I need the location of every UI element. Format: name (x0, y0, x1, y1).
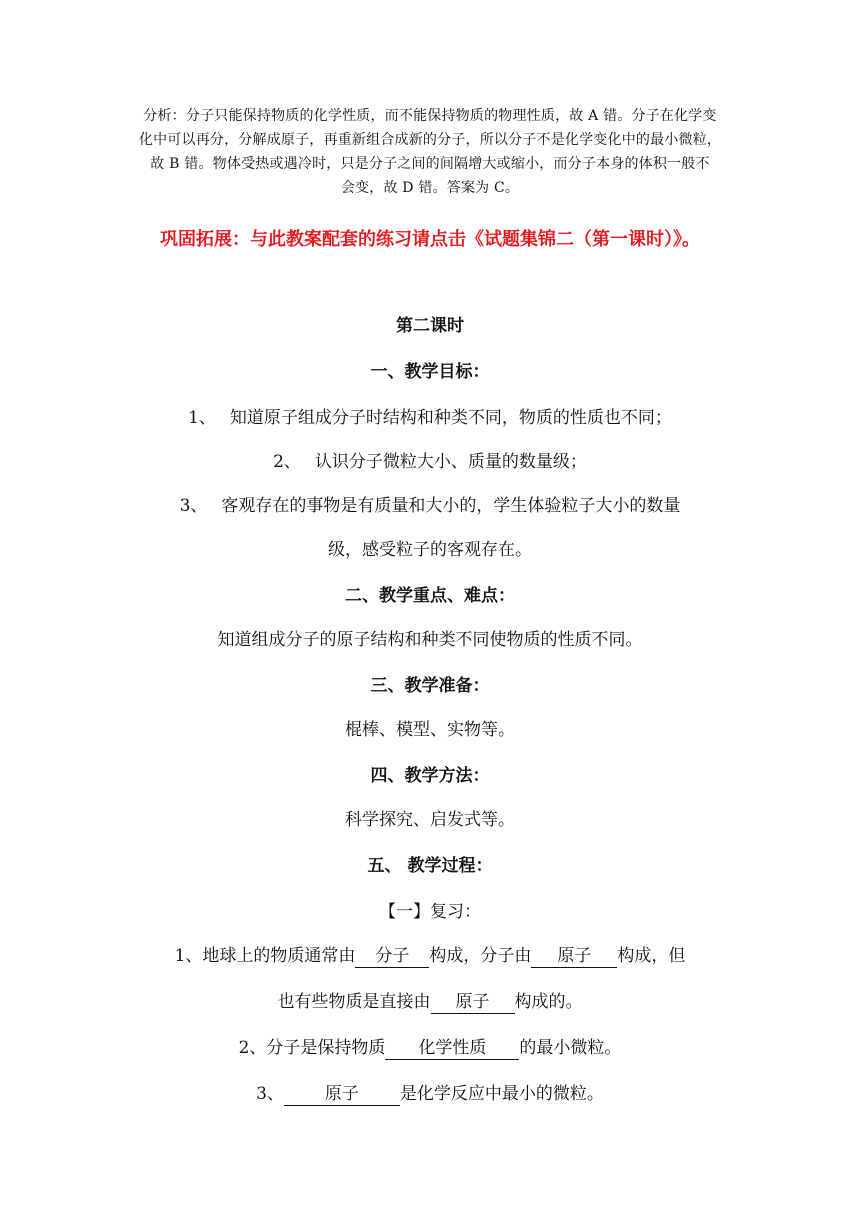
consolidate-link-text[interactable]: 巩固拓展：与此教案配套的练习请点击《试题集锦二（第一课时）》。 (160, 229, 700, 250)
question-text: 构成，分子由 (429, 946, 532, 966)
goal-item-3-continued: 级，感受粒子的客观存在。 (328, 540, 532, 560)
answer-blank: 原子 (284, 1083, 400, 1106)
answer-blank: 原子 (531, 945, 617, 968)
review-question-2 (0, 1034, 860, 1062)
preparation-text: 棍棒、模型、实物等。 (345, 720, 515, 740)
goal-item-1 (0, 404, 860, 432)
analysis-line: 会变，故 D 错。答案为 C。 (340, 180, 520, 196)
answer-blank: 化学性质 (385, 1037, 519, 1060)
review-question-3 (0, 1080, 860, 1108)
question-text: 2、分子是保持物质 (238, 1038, 386, 1058)
goal-item-2 (0, 448, 860, 476)
goal-item-number: 2、 (273, 452, 301, 472)
goal-item-text: 知道原子组成分子时结构和种类不同，物质的性质也不同； (229, 408, 672, 428)
goal-item-3 (0, 492, 860, 520)
question-text: 构成，但 (617, 946, 686, 966)
goal-item-number: 3、 (179, 496, 208, 516)
analysis-line: 化中可以再分，分解成原子，再重新组合成新的分子，所以分子不是化学变化中的最小微粒， (138, 132, 722, 148)
question-text: 1、地球上的物质通常由 (174, 946, 356, 966)
key-points-text: 知道组成分子的原子结构和种类不同使物质的性质不同。 (217, 630, 643, 650)
goal-item-number: 1、 (188, 408, 216, 428)
goal-item-text: 客观存在的事物是有质量和大小的，学生体验粒子大小的数量 (221, 496, 681, 516)
section-heading-key-points: 二、教学重点、难点： (345, 586, 515, 606)
section-heading-process: 五、 教学过程： (367, 856, 493, 876)
section-heading-methods: 四、教学方法： (370, 766, 490, 786)
review-question-1 (0, 942, 860, 970)
question-text: 也有些物质是直接由 (277, 992, 431, 1012)
answer-blank: 分子 (355, 945, 429, 968)
question-text: 构成的。 (514, 992, 583, 1012)
question-text: 3、 (256, 1084, 284, 1104)
question-text: 的最小微粒。 (519, 1038, 622, 1058)
question-text: 是化学反应中最小的微粒。 (399, 1084, 604, 1104)
analysis-line: 故 B 错。物体受热或遇冷时，只是分子之间的间隔增大或缩小，而分子本身的体积一般不 (150, 156, 710, 172)
analysis-paragraph (128, 104, 732, 200)
section-heading-goals: 一、教学目标： (370, 362, 490, 382)
review-question-1-continued (0, 988, 860, 1016)
answer-blank: 原子 (431, 991, 515, 1014)
goal-item-text: 认识分子微粒大小、质量的数量级； (314, 452, 587, 472)
review-label: 【一】复习： (379, 902, 481, 922)
methods-text: 科学探究、启发式等。 (345, 810, 515, 830)
section-heading-preparation: 三、教学准备： (370, 676, 490, 696)
analysis-line: 分析：分子只能保持物质的化学性质，而不能保持物质的物理性质，故 A 错。分子在化学变 (143, 108, 717, 124)
lesson-title: 第二课时 (396, 316, 464, 336)
